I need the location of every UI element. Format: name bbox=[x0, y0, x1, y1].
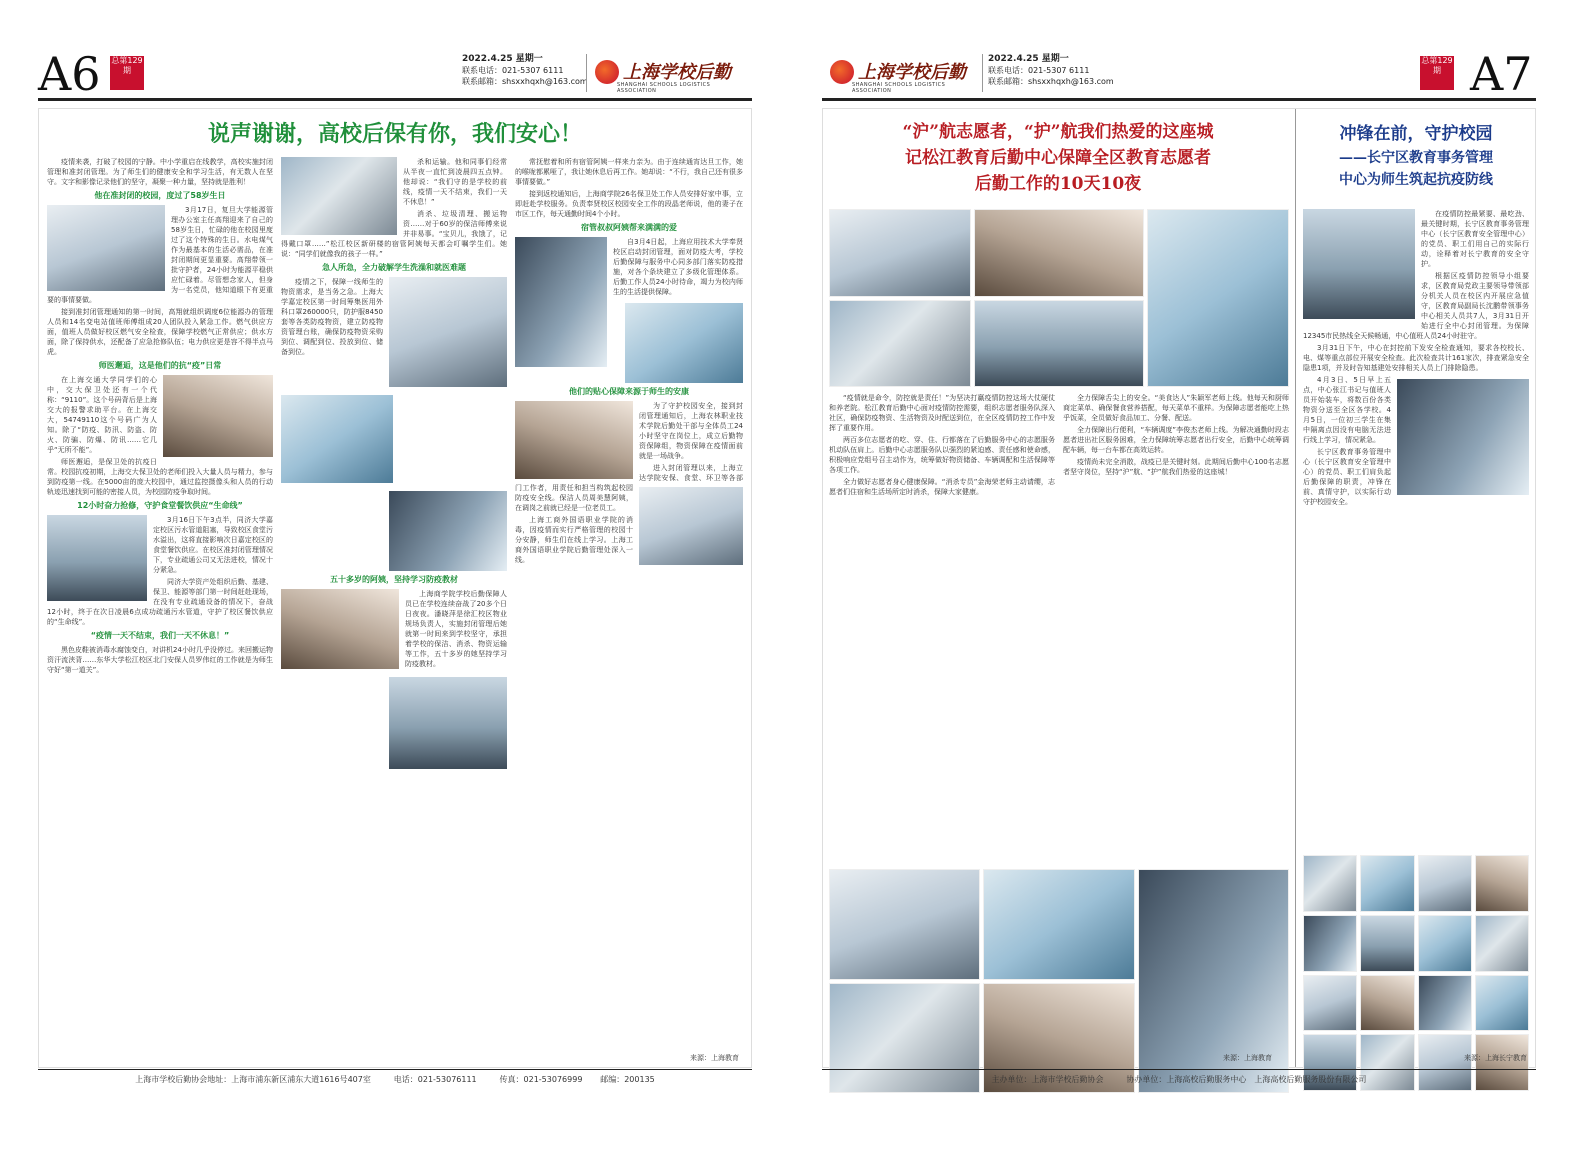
photo-thumb bbox=[1303, 915, 1357, 972]
photo-officials bbox=[1303, 209, 1415, 319]
section-text: 上海工商外国语职业学院的消毒，因疫情而实行严格管理的校园十分安静，师生们在线上学习。上海工商外国语职业学院后勤管理处深入一线。 bbox=[515, 516, 633, 564]
section-text: 接到准封闭管理通知的第一时间，高翔就组织调度6位能源办的管理人员和14名变电站值班师傅组成20人团队投入紧急工作。燃气供应方面，值班人员做好校区燃气安全检查，保障学校燃气正常供应；供水方面，除了保持供水，还配备了应急抢修队伍；电力供应更是容不得半点马虎。 bbox=[47, 308, 273, 356]
logo-name: 上海学校后勤 bbox=[858, 62, 966, 83]
photo-thumb bbox=[1418, 975, 1472, 1032]
article-text: 疫情尚未完全消散，战疫已是关键时刻。此期间后勤中心100名志愿者坚守岗位，坚持“沪”航、“护”航我们热爱的这座城！ bbox=[1063, 458, 1289, 476]
article-text: 两百多位志愿者的吃、穿、住、行都落在了后勤服务中心的志愿服务机动队伍肩上。后勤中心志愿服务队以强烈的紧迫感、责任感和使命感，积极响应党组号召主动作为，统筹做好物资储备、车辆调配和生活保障等各项工作。 bbox=[829, 436, 1055, 474]
main-column-2 bbox=[1063, 393, 1289, 863]
section-text: 3月16日下午3点半，同济大学嘉定校区污水管道阻塞，导致校区食堂污水溢出，这将直接影响次日嘉定校区的食堂餐饮供应。在校区准封闭管理情况下，专业疏通公司又无法进校，情况十分紧急。 bbox=[153, 516, 273, 574]
section-text: 师医邂逅，是保卫处的抗疫日常。校园抗疫初期，上海交大保卫处的老师们投入大量人员与精力，参与到防疫第一线。在5000亩的庞大校园中，通过监控摄像头和人员的行动轨迹迅速找到可能的密接人员，为校园防疫争取时间。 bbox=[47, 458, 273, 496]
photo-security-guards bbox=[163, 375, 273, 457]
photo-supplies bbox=[281, 395, 393, 483]
article-text: 全力做好志愿者身心健康保障。“消杀专员”金海荣老师主动请缨，志愿者们住宿和生活场所定时消杀，保障大家健康。 bbox=[829, 478, 1055, 496]
article-text: 全力保障出行便利，“车辆调度”李俊杰老师上线。为解决通勤时段志愿者进出社区服务困难，全力保障统筹志愿者出行安全，后勤中心统筹调配车辆，每一台车都在高效运转。 bbox=[1063, 426, 1289, 454]
photo-grid-top bbox=[829, 209, 1289, 387]
photo-thumb bbox=[1303, 975, 1357, 1032]
column-divider bbox=[1295, 109, 1296, 1067]
side-text: 3月31日下午，中心在封控前下发安全检查通知，要求各校校长、电、煤等重点部位开展安全检查。此次检查共计161家次，排查紧急安全隐患1项，并及时告知基建处安排相关人员上门排除隐患。 bbox=[1303, 344, 1529, 372]
section-text: 自3月4日起，上海应用技术大学奉贤校区启动封闭管理，面对防疫大考，学校后勤保障与服务中心同多部门落实防疫措施，对各个条块建立了多级化管理体系。后勤工作人员24小时待命，竭力为校内师生的生活提供保障。 bbox=[613, 238, 743, 296]
page-number: A7 bbox=[1470, 47, 1533, 101]
issue-date: 2022.4.25 星期一 bbox=[462, 54, 543, 64]
side-text: 根据区疫情防控领导小组要求，区教育局党政主要领导带领部分机关人员在校区内开展应急值守，区教育局副局长沈鹏带领事务中心相关人员共7人，3月31日开始进行全中心封闭管理。为保障12345市民热线全天候畅通，中心值班人员24小时驻守。 bbox=[1303, 272, 1529, 340]
photo-thumb bbox=[1418, 855, 1472, 912]
photo-delivery bbox=[639, 487, 743, 565]
article-text: “疫情就是命令，防控就是责任！”为坚决打赢疫情防控这场大仗硬仗和养老院。松江教育后勤中心面对疫情防控需要，组织志愿者服务队深入社区，确保防疫物资、生活物资及时配送到位，在全区疫情防控工作中发挥了重要作用。 bbox=[829, 394, 1055, 432]
contact-phone: 联系电话：021-5307 6111 bbox=[988, 66, 1090, 75]
section-text: 上海商学院学校后勤保障人员已在学校连续奋战了20多个日日夜夜。潘晓萍是徐汇校区物业规场负责人，实施封闭管理后她就第一时间来到学校坚守，承担着学校的保洁、消杀、物资运输等工作，五十多岁的她坚持学习防疫教材。 bbox=[405, 590, 507, 668]
photo-volunteer-work bbox=[983, 869, 1134, 980]
section-heading: 他在准封闭的校园，度过了58岁生日 bbox=[94, 191, 226, 200]
side-column bbox=[1303, 209, 1529, 849]
photo-thumb bbox=[1475, 915, 1529, 972]
issue-date: 2022.4.25 星期一 bbox=[988, 54, 1069, 64]
section-text: 同济大学资产处组织后勤、基建、保卫、能源等部门第一时间赶赴现场，在没有专业疏通设备的情况下，奋战12小时，终于在次日凌晨6点成功疏通污水管道，守护了校区餐饮供应的“生命线”。 bbox=[47, 578, 273, 626]
side-title-line3: 中心为师生筑起抗疫防线 bbox=[1339, 172, 1493, 188]
page-footer bbox=[822, 1069, 1536, 1090]
section-heading: 五十多岁的阿姨，坚持学习防疫教材 bbox=[330, 575, 458, 584]
photo-volunteers-outdoor bbox=[829, 300, 971, 388]
association-emblem-icon bbox=[595, 60, 619, 84]
logo-name: 上海学校后勤 bbox=[623, 62, 731, 83]
photo-building-sign bbox=[974, 209, 1144, 297]
article-source: 来源：上海教育 bbox=[690, 1054, 739, 1062]
side-text: 4月3日、5日早上五点，中心张江书记与值班人员开始装车，将数百份各类物资分送至全区各学校。4月5日，一位初三学生在集中隔离点因没有电脑无法进行线上学习，情况紧急。 bbox=[1303, 376, 1391, 444]
photo-volunteers-loading bbox=[1147, 209, 1289, 387]
footer-fax: 传真：021-53076999 bbox=[499, 1075, 583, 1084]
photo-students-corridor bbox=[625, 303, 743, 383]
photo-thumb bbox=[1418, 915, 1472, 972]
article-text: 全力保障舌尖上的安全。“美食达人”朱颖军老师上线。他每天和厨师商定菜单、确保餐食营养搭配，每天菜单不重样。为保障志愿者能吃上热乎饭菜，全员做好食品加工、分餐、配送。 bbox=[1063, 394, 1289, 422]
photo-dorm-staff bbox=[515, 237, 607, 367]
photo-canteen bbox=[515, 401, 633, 479]
right-page bbox=[822, 47, 1536, 1090]
page-header bbox=[38, 47, 752, 101]
side-text: 在疫情防控最紧要、最吃劲、最关键时期，长宁区教育事务管理中心（长宁区教育安全管理中心）的党员、职工们用自己的实际行动，诠释着对长宁教育的安全守护。 bbox=[1421, 210, 1529, 268]
side-title-line2: ——长宁区教育事务管理 bbox=[1339, 150, 1493, 166]
photo-grid-bottom bbox=[829, 869, 1289, 1093]
page-header bbox=[822, 47, 1536, 101]
side-title bbox=[1299, 121, 1533, 191]
section-text: 杀和运输。他和同事们经常从半夜一直忙到凌晨四五点钟。他却说：“我们守的是学校的前线，疫情一天不结束，我们一天不休息！” bbox=[403, 158, 507, 206]
footer-zip: 邮编：200135 bbox=[600, 1075, 655, 1084]
left-page bbox=[38, 47, 752, 1090]
photo-street bbox=[829, 209, 971, 297]
association-emblem-icon bbox=[830, 60, 854, 84]
main-column-1 bbox=[829, 393, 1055, 863]
masthead-logo bbox=[822, 54, 983, 92]
side-source: 来源：上海长宁教育 bbox=[1464, 1054, 1527, 1062]
photo-thumb bbox=[1475, 855, 1529, 912]
section-text: 在上海交通大学同学们的心中，交大保卫处还有一个代称：“9110”。这个号码背后是上海交大的报警求助平台。在上海交大，54749110这个号码广为人知。除了“防疫、防汛、防盗、防火、防骗、防爆、防讯……它几乎“无所不能”。 bbox=[47, 376, 157, 454]
footer-address: 上海市学校后勤协会地址：上海市浦东新区浦东大道1616号407室 bbox=[135, 1075, 371, 1084]
column-1 bbox=[47, 157, 273, 1103]
column-3 bbox=[515, 157, 743, 1103]
photo-worker-computer bbox=[47, 205, 165, 291]
section-heading: 12小时奋力抢修，守护食堂餐饮供应“生命线” bbox=[77, 501, 243, 510]
contact-email: 联系邮箱：shsxxhqxh@163.com bbox=[462, 77, 588, 86]
section-text: 疫情之下，保障一线师生的物资需求，是当务之急。上海大学嘉定校区第一时间筹集医用外科口罩260000只，防护服8450套等各类防疫物资，建立防疫物资管理台账，确保防疫物资采购到位、调配到位、投放到位、储备到位。 bbox=[281, 278, 383, 356]
photo-thumb bbox=[1360, 915, 1414, 972]
section-text: 黑色皮鞋被消毒水腐蚀变白，对讲机24小时几乎没停过。来回搬运物资汗流浃背……东华大学松江校区北门安保人员罗伟红的工作就是为师生守好“第一道关”。 bbox=[47, 646, 273, 674]
masthead-logo bbox=[586, 54, 747, 92]
photo-thumb bbox=[1360, 975, 1414, 1032]
section-heading: 他们的贴心保障来源于师生的安康 bbox=[569, 387, 689, 396]
page-number: A6 bbox=[38, 47, 101, 101]
footer-host: 主办单位：上海市学校后勤协会 bbox=[991, 1075, 1104, 1084]
section-text: 进入封闭管理以来，上海立达学院安保、食堂、环卫等各部门工作者，用责任和担当构筑起校园防疫安全线。保洁人员周美慧阿姨，在调岗之前就已经是一位老员工。 bbox=[515, 464, 743, 512]
photo-maintenance bbox=[389, 277, 507, 387]
photo-office-staff bbox=[1397, 379, 1529, 495]
footer-phone: 电话：021-53076111 bbox=[393, 1075, 477, 1084]
photo-thumb bbox=[1360, 855, 1414, 912]
logo-subtitle: SHANGHAI SCHOOLS LOGISTICS ASSOCIATION bbox=[852, 82, 946, 94]
section-text: 常抚慰着和所有宿管阿姨一样来力亲为。由于连续通宵达旦工作，她的喉咙都累哑了，我让她休息后再工作。她却说：“不行，我自己还有很多事情要做。” bbox=[515, 158, 743, 186]
section-text: 3月17日，复旦大学能源管理办公室主任高翔迎来了自己的58岁生日，忙碌的他在校园里度过了这个特殊的生日。水电煤气作为最基本的生活必需品，在准封闭期间更显重要。高翔带领一批守护者，24小时为能源平稳供应忙碌着。尽管想念家人，但身为一名党员，他知道眼下有更重要的事情要做。 bbox=[47, 206, 273, 304]
section-heading: 急人所急，全力破解学生洗澡和就医难题 bbox=[322, 263, 466, 272]
section-heading: 师医邂逅，这是他们的抗“疫”日常 bbox=[98, 361, 222, 370]
main-title-line1: “沪”航志愿者，“护”航我们热爱的这座城 bbox=[902, 122, 1214, 142]
photo-night-work bbox=[389, 491, 507, 571]
photo-disinfection bbox=[281, 157, 397, 235]
main-title: 说声谢谢，高校后保有你，我们安心！ bbox=[207, 121, 582, 147]
article-area bbox=[38, 108, 752, 1068]
main-title bbox=[823, 119, 1293, 197]
main-title-line2: 记松江教育后勤中心保障全区教育志愿者 bbox=[905, 148, 1211, 168]
photo-pipe-repair bbox=[47, 515, 147, 601]
photo-guards-gate bbox=[389, 677, 507, 769]
side-text: 长宁区教育事务管理中心（长宁区教育安全管理中心）的党员、职工们肩负起后勤保障的职责，冲锋在前、真情守护，以实际行动守护校园安全。 bbox=[1303, 448, 1391, 506]
photo-hallway bbox=[974, 300, 1144, 388]
section-text: 接到返校通知后，上海商学院26名保卫处工作人员安排好家中事，立即赶赴学校服务。负责奉贤校区校园安全工作的段晶老师说，他的妻子在市区工作，每天通勤时间4个小时。 bbox=[515, 190, 743, 218]
contact-phone: 联系电话：021-5307 6111 bbox=[462, 66, 564, 75]
photo-thumb bbox=[1303, 855, 1357, 912]
photo-thumb bbox=[1475, 975, 1529, 1032]
article-source: 来源：上海教育 bbox=[1223, 1054, 1272, 1062]
section-text: 为了守护校园安全，接到封闭管理通知后，上海农林职业技术学院后勤处干部与全体员工24小时坚守在岗位上，成立后勤物资保障组，物资保障在疫情面前就是一场战争。 bbox=[639, 402, 743, 460]
contact-email: 联系邮箱：shsxxhqxh@163.com bbox=[988, 77, 1114, 86]
header-meta bbox=[988, 54, 1114, 87]
issue-badge: 总第129期 bbox=[1420, 56, 1454, 90]
photo-cleaning-staff bbox=[281, 589, 399, 669]
photo-group-flag bbox=[829, 869, 980, 980]
column-2 bbox=[281, 157, 507, 1103]
page-footer bbox=[38, 1069, 752, 1090]
side-title-line1: 冲锋在前，守护校园 bbox=[1339, 124, 1493, 144]
section-text: 消杀、垃圾清理、搬运物资……对于60岁的保洁师傅来说并非易事。“宝贝儿，我饿了，记得戴口罩……”松江校区新研楼的宿管阿姨每天都会叮嘱学生们。她说：“同学们就像我的孩子一样。” bbox=[281, 210, 507, 258]
section-heading: 宿管叔叔阿姨帮来满满的爱 bbox=[581, 223, 677, 232]
footer-co-host: 协办单位：上海高校后勤服务中心 上海高校后勤服务股份有限公司 bbox=[1126, 1075, 1367, 1084]
article-area bbox=[822, 108, 1536, 1068]
header-meta bbox=[462, 54, 588, 87]
issue-badge: 总第129期 bbox=[110, 56, 144, 90]
intro-text: 疫情来袭，打破了校园的宁静。中小学重启在线教学，高校实施封闭管理和准封闭管理。为了师生们的健康安全和学习生活，有无数人在坚守。文字和影像记录他们的坚守，凝聚一种力量，坚持就是胜利！ bbox=[47, 158, 273, 186]
logo-subtitle: SHANGHAI SCHOOLS LOGISTICS ASSOCIATION bbox=[617, 82, 711, 94]
main-title-line3: 后勤工作的10天10夜 bbox=[974, 174, 1142, 194]
section-heading: “疫情一天不结束，我们一天不休息！” bbox=[90, 631, 230, 640]
